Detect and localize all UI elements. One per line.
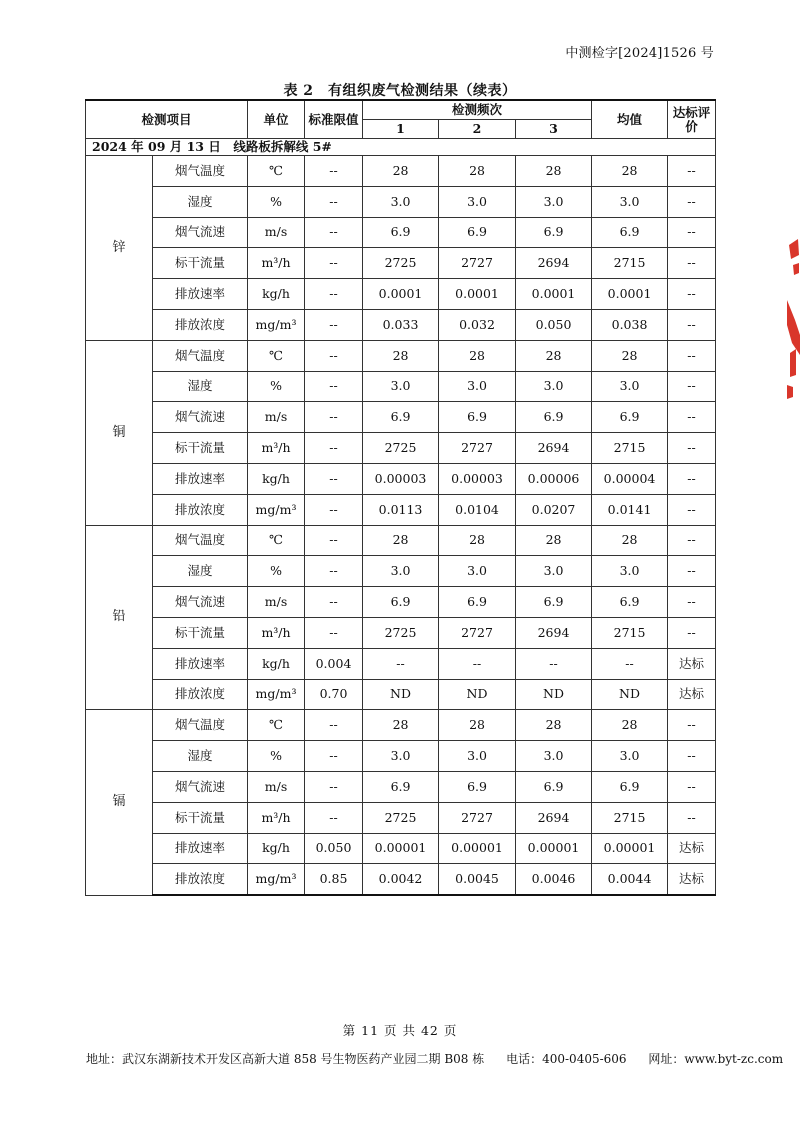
limit-cell: --	[305, 525, 363, 556]
unit-cell: kg/h	[248, 833, 305, 864]
param-cell: 湿度	[153, 741, 248, 772]
evaluation-cell: --	[668, 433, 716, 464]
limit-cell: --	[305, 186, 363, 217]
value-3-cell: 0.0046	[516, 864, 592, 895]
average-cell: 2715	[592, 433, 668, 464]
value-1-cell: 2725	[363, 617, 439, 648]
page-number: 第 11 页 共 42 页	[342, 1023, 458, 1038]
evaluation-cell: --	[668, 587, 716, 618]
value-1-cell: 6.9	[363, 587, 439, 618]
value-2-cell: 28	[439, 710, 516, 741]
average-cell: 3.0	[592, 556, 668, 587]
value-3-cell: 0.00006	[516, 463, 592, 494]
limit-cell: --	[305, 402, 363, 433]
header-freq-3: 3	[516, 120, 592, 139]
unit-cell: kg/h	[248, 279, 305, 310]
param-cell: 标干流量	[153, 248, 248, 279]
unit-cell: mg/m³	[248, 679, 305, 710]
value-1-cell: 0.0113	[363, 494, 439, 525]
table-row	[86, 617, 716, 648]
value-3-cell: 3.0	[516, 371, 592, 402]
header-frequency: 检测频次	[363, 100, 592, 120]
value-2-cell: 3.0	[439, 186, 516, 217]
value-3-cell: 2694	[516, 802, 592, 833]
evaluation-cell: --	[668, 156, 716, 187]
average-cell: 0.0001	[592, 279, 668, 310]
value-3-cell: 6.9	[516, 771, 592, 802]
footer-phone: 电话：400-0405-606	[506, 1052, 627, 1066]
value-2-cell: 28	[439, 340, 516, 371]
value-3-cell: 3.0	[516, 741, 592, 772]
table-row	[86, 371, 716, 402]
value-2-cell: 2727	[439, 617, 516, 648]
evaluation-cell: --	[668, 402, 716, 433]
header-unit: 单位	[248, 100, 305, 139]
unit-cell: %	[248, 186, 305, 217]
limit-cell: --	[305, 248, 363, 279]
value-1-cell: 0.00001	[363, 833, 439, 864]
value-1-cell: 6.9	[363, 771, 439, 802]
limit-cell: --	[305, 433, 363, 464]
table-row	[86, 279, 716, 310]
value-3-cell: 28	[516, 156, 592, 187]
average-cell: 6.9	[592, 217, 668, 248]
value-1-cell: ND	[363, 679, 439, 710]
average-cell: 3.0	[592, 186, 668, 217]
evaluation-cell: --	[668, 463, 716, 494]
table-row	[86, 156, 716, 187]
value-2-cell: 28	[439, 525, 516, 556]
unit-cell: kg/h	[248, 648, 305, 679]
value-2-cell: 6.9	[439, 587, 516, 618]
limit-cell: --	[305, 771, 363, 802]
table-row	[86, 710, 716, 741]
unit-cell: m³/h	[248, 617, 305, 648]
footer-address: 地址：武汉东湖新技术开发区高新大道 858 号生物医药产业园二期 B08 栋	[86, 1052, 485, 1066]
evaluation-cell: --	[668, 340, 716, 371]
evaluation-cell: --	[668, 186, 716, 217]
limit-cell: 0.70	[305, 679, 363, 710]
average-cell: 3.0	[592, 371, 668, 402]
value-3-cell: 3.0	[516, 186, 592, 217]
limit-cell: --	[305, 463, 363, 494]
value-3-cell: 28	[516, 525, 592, 556]
average-cell: 2715	[592, 248, 668, 279]
limit-cell: --	[305, 217, 363, 248]
table-row	[86, 587, 716, 618]
evaluation-cell: --	[668, 556, 716, 587]
value-1-cell: 2725	[363, 433, 439, 464]
average-cell: 2715	[592, 617, 668, 648]
header-freq-2: 2	[439, 120, 516, 139]
param-cell: 排放浓度	[153, 864, 248, 895]
table-row	[86, 309, 716, 340]
param-cell: 排放速率	[153, 279, 248, 310]
average-cell: 0.00001	[592, 833, 668, 864]
value-3-cell: 2694	[516, 617, 592, 648]
value-1-cell: 28	[363, 340, 439, 371]
param-cell: 烟气温度	[153, 525, 248, 556]
param-cell: 排放速率	[153, 833, 248, 864]
evaluation-cell: 达标	[668, 833, 716, 864]
value-2-cell: 0.0001	[439, 279, 516, 310]
value-1-cell: 2725	[363, 248, 439, 279]
param-cell: 湿度	[153, 556, 248, 587]
value-3-cell: 6.9	[516, 587, 592, 618]
param-cell: 排放速率	[153, 648, 248, 679]
unit-cell: ℃	[248, 340, 305, 371]
evaluation-cell: --	[668, 248, 716, 279]
param-cell: 湿度	[153, 371, 248, 402]
param-cell: 烟气流速	[153, 217, 248, 248]
table-row	[86, 217, 716, 248]
average-cell: 0.00004	[592, 463, 668, 494]
average-cell: 2715	[592, 802, 668, 833]
table-row	[86, 679, 716, 710]
value-2-cell: 0.00003	[439, 463, 516, 494]
value-3-cell: 6.9	[516, 402, 592, 433]
table-row	[86, 833, 716, 864]
limit-cell: --	[305, 156, 363, 187]
value-1-cell: 6.9	[363, 217, 439, 248]
table-row	[86, 802, 716, 833]
limit-cell: --	[305, 279, 363, 310]
evaluation-cell: --	[668, 309, 716, 340]
value-3-cell: --	[516, 648, 592, 679]
param-cell: 标干流量	[153, 802, 248, 833]
param-cell: 标干流量	[153, 433, 248, 464]
header-freq-1: 1	[363, 120, 439, 139]
unit-cell: ℃	[248, 710, 305, 741]
unit-cell: mg/m³	[248, 494, 305, 525]
evaluation-cell: --	[668, 279, 716, 310]
value-1-cell: 0.033	[363, 309, 439, 340]
value-2-cell: 0.00001	[439, 833, 516, 864]
value-2-cell: 0.032	[439, 309, 516, 340]
section-row	[86, 139, 716, 156]
value-3-cell: 0.050	[516, 309, 592, 340]
value-3-cell: 28	[516, 710, 592, 741]
value-1-cell: 6.9	[363, 402, 439, 433]
average-cell: ND	[592, 679, 668, 710]
value-3-cell: 0.0207	[516, 494, 592, 525]
average-cell: 28	[592, 340, 668, 371]
evaluation-cell: 达标	[668, 679, 716, 710]
value-2-cell: 6.9	[439, 217, 516, 248]
param-cell: 排放浓度	[153, 679, 248, 710]
average-cell: 6.9	[592, 771, 668, 802]
table-row	[86, 340, 716, 371]
limit-cell: 0.050	[305, 833, 363, 864]
value-1-cell: 0.00003	[363, 463, 439, 494]
unit-cell: %	[248, 371, 305, 402]
table-row	[86, 248, 716, 279]
unit-cell: mg/m³	[248, 309, 305, 340]
average-cell: 0.038	[592, 309, 668, 340]
param-cell: 烟气流速	[153, 587, 248, 618]
table-row	[86, 741, 716, 772]
value-1-cell: 28	[363, 525, 439, 556]
param-cell: 排放速率	[153, 463, 248, 494]
value-1-cell: 3.0	[363, 741, 439, 772]
limit-cell: 0.85	[305, 864, 363, 895]
unit-cell: m³/h	[248, 248, 305, 279]
unit-cell: m/s	[248, 402, 305, 433]
unit-cell: m/s	[248, 771, 305, 802]
value-3-cell: 6.9	[516, 217, 592, 248]
unit-cell: ℃	[248, 525, 305, 556]
param-cell: 标干流量	[153, 617, 248, 648]
evaluation-cell: 达标	[668, 648, 716, 679]
value-2-cell: 6.9	[439, 771, 516, 802]
unit-cell: %	[248, 556, 305, 587]
unit-cell: m³/h	[248, 802, 305, 833]
limit-cell: --	[305, 802, 363, 833]
value-2-cell: 0.0104	[439, 494, 516, 525]
table-row	[86, 771, 716, 802]
unit-cell: kg/h	[248, 463, 305, 494]
evaluation-cell: --	[668, 217, 716, 248]
param-cell: 湿度	[153, 186, 248, 217]
table-row	[86, 186, 716, 217]
unit-cell: m/s	[248, 587, 305, 618]
evaluation-cell: --	[668, 617, 716, 648]
table-row	[86, 525, 716, 556]
value-1-cell: 3.0	[363, 556, 439, 587]
evaluation-cell: --	[668, 710, 716, 741]
value-2-cell: 3.0	[439, 371, 516, 402]
limit-cell: --	[305, 741, 363, 772]
param-cell: 排放浓度	[153, 309, 248, 340]
average-cell: 28	[592, 156, 668, 187]
value-2-cell: 3.0	[439, 556, 516, 587]
unit-cell: ℃	[248, 156, 305, 187]
param-cell: 烟气流速	[153, 402, 248, 433]
element-cell: 锌	[86, 156, 153, 341]
report-number: 中测检字[2024]1526 号	[565, 46, 714, 61]
emission-results-table	[85, 99, 716, 896]
value-2-cell: ND	[439, 679, 516, 710]
average-cell: 0.0141	[592, 494, 668, 525]
table-row	[86, 556, 716, 587]
value-3-cell: 0.00001	[516, 833, 592, 864]
header-evaluation: 达标评价	[668, 100, 716, 139]
value-2-cell: 2727	[439, 248, 516, 279]
element-cell: 镉	[86, 710, 153, 895]
element-cell: 铜	[86, 340, 153, 525]
value-3-cell: 0.0001	[516, 279, 592, 310]
limit-cell: --	[305, 309, 363, 340]
value-1-cell: 3.0	[363, 186, 439, 217]
limit-cell: --	[305, 710, 363, 741]
table-row	[86, 494, 716, 525]
evaluation-cell: --	[668, 494, 716, 525]
limit-cell: --	[305, 371, 363, 402]
header-item: 检测项目	[86, 100, 248, 139]
evaluation-cell: --	[668, 802, 716, 833]
limit-cell: --	[305, 340, 363, 371]
table-row	[86, 463, 716, 494]
value-1-cell: --	[363, 648, 439, 679]
value-1-cell: 28	[363, 156, 439, 187]
average-cell: 28	[592, 710, 668, 741]
evaluation-cell: --	[668, 525, 716, 556]
evaluation-cell: --	[668, 771, 716, 802]
unit-cell: m/s	[248, 217, 305, 248]
value-2-cell: 2727	[439, 433, 516, 464]
value-2-cell: --	[439, 648, 516, 679]
value-2-cell: 3.0	[439, 741, 516, 772]
element-cell: 铅	[86, 525, 153, 710]
param-cell: 烟气温度	[153, 156, 248, 187]
limit-cell: --	[305, 587, 363, 618]
average-cell: --	[592, 648, 668, 679]
average-cell: 6.9	[592, 587, 668, 618]
limit-cell: --	[305, 494, 363, 525]
value-3-cell: 28	[516, 340, 592, 371]
unit-cell: mg/m³	[248, 864, 305, 895]
average-cell: 6.9	[592, 402, 668, 433]
seal-stamp-fragment	[787, 225, 800, 400]
evaluation-cell: --	[668, 741, 716, 772]
param-cell: 烟气流速	[153, 771, 248, 802]
value-1-cell: 28	[363, 710, 439, 741]
param-cell: 烟气温度	[153, 710, 248, 741]
value-1-cell: 0.0001	[363, 279, 439, 310]
table-row	[86, 402, 716, 433]
value-3-cell: 2694	[516, 433, 592, 464]
table-row	[86, 864, 716, 895]
footer-website: 网址：www.byt-zc.com	[648, 1052, 784, 1066]
section-label: 2024 年 09 月 13 日 线路板拆解线 5#	[86, 139, 716, 156]
value-1-cell: 0.0042	[363, 864, 439, 895]
table-row	[86, 433, 716, 464]
average-cell: 3.0	[592, 741, 668, 772]
header-limit: 标准限值	[305, 100, 363, 139]
value-1-cell: 2725	[363, 802, 439, 833]
unit-cell: m³/h	[248, 433, 305, 464]
value-2-cell: 6.9	[439, 402, 516, 433]
value-3-cell: ND	[516, 679, 592, 710]
limit-cell: --	[305, 556, 363, 587]
value-2-cell: 2727	[439, 802, 516, 833]
evaluation-cell: 达标	[668, 864, 716, 895]
param-cell: 排放浓度	[153, 494, 248, 525]
footer	[86, 1050, 784, 1067]
average-cell: 28	[592, 525, 668, 556]
value-1-cell: 3.0	[363, 371, 439, 402]
value-3-cell: 3.0	[516, 556, 592, 587]
value-2-cell: 28	[439, 156, 516, 187]
param-cell: 烟气温度	[153, 340, 248, 371]
limit-cell: 0.004	[305, 648, 363, 679]
unit-cell: %	[248, 741, 305, 772]
limit-cell: --	[305, 617, 363, 648]
table-row	[86, 648, 716, 679]
value-2-cell: 0.0045	[439, 864, 516, 895]
value-3-cell: 2694	[516, 248, 592, 279]
table-title: 表 2 有组织废气检测结果（续表）	[283, 83, 517, 99]
header-average: 均值	[592, 100, 668, 139]
evaluation-cell: --	[668, 371, 716, 402]
average-cell: 0.0044	[592, 864, 668, 895]
